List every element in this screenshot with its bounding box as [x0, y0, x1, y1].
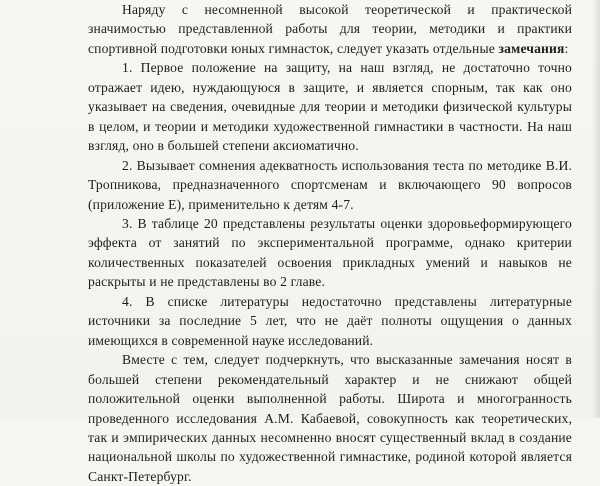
remark-1: 1. Первое положение на защиту, на наш взгляд, не достаточно точно отражает идею, нуждающуюся в защите, и является спорным, так как оно указывает на сведения, очевидные для теории и методики физической культуры в целом, и теории и методики художественной гимнастики в частности. На наш взгляд, оно в большей степени аксиоматично. — [88, 60, 572, 154]
remark-4: 4. В списке литературы недостаточно представлены литературные источники за последние 5 лет, что не даёт полноты ощущения о данных имеющихся в современной науке исследований. — [88, 293, 572, 348]
remarks-heading: замечания — [498, 40, 565, 56]
intro-colon: : — [564, 40, 569, 56]
page-edge-shadow — [592, 0, 600, 418]
remark-3: 3. В таблице 20 представлены результаты оценки здоровьеформирующего эффекта от занятий по экспериментальной программе, однако критерии количественных показателей освоения прикладных умений и навыков не раскрыты и не представлены во 2 главе. — [88, 215, 572, 290]
document-body — [88, 0, 572, 486]
remark-2: 2. Вызывает сомнения адекватность использования теста по методике В.И. Тропникова, предназначенного спортсменам и включающего 90 вопросов (приложение Е), применительно к детям 4-7. — [88, 157, 572, 212]
intro-paragraph — [88, 0, 572, 58]
conclusion-paragraph: Вместе с тем, следует подчеркнуть, что высказанные замечания носят в большей степени рекомендательный характер и не снижают общей положительной оценки выполненной работы. Широта и многогранность проведенного исследования А.М. Кабаевой, совокупность как теоретических, так и эмпирических данных несомненно вносят существенный вклад в создание национальной школы по художественной гимнастике, родиной которой является Санкт-Петербург. — [88, 352, 572, 484]
intro-text: Наряду с несомненной высокой теоретической и практической значимостью представленной работы для теории, методики и практики спортивной подготовки юных гимнасток, следует указать отдельные — [88, 2, 572, 56]
